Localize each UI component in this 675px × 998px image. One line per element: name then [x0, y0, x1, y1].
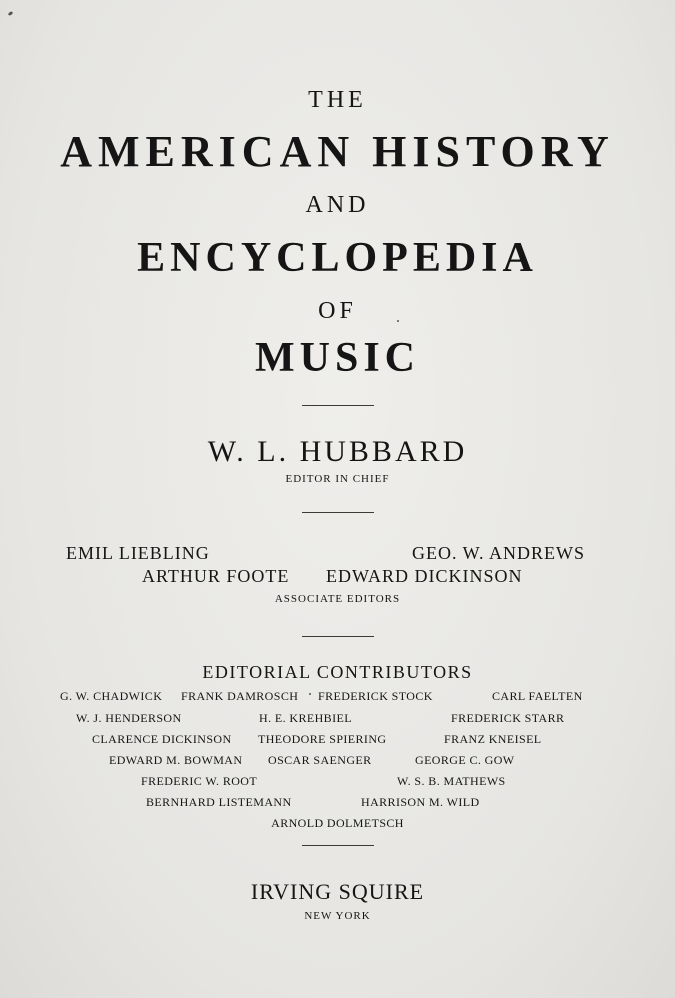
associate-editor-liebling: EMIL LIEBLING — [66, 543, 210, 563]
paper-speck — [8, 11, 14, 16]
contributor: HARRISON M. WILD — [361, 795, 480, 809]
contributor: CLARENCE DICKINSON — [92, 732, 232, 746]
contributor: CARL FAELTEN — [492, 689, 583, 703]
contributors-heading: EDITORIAL CONTRIBUTORS — [202, 662, 473, 682]
contributor: ARNOLD DOLMETSCH — [271, 816, 404, 830]
paper-speck — [397, 320, 399, 322]
editor-name: W. L. HUBBARD — [207, 435, 468, 468]
contributor: FREDERICK STOCK — [318, 689, 433, 703]
contributor: FREDERIC W. ROOT — [141, 774, 258, 788]
publisher-name: IRVING SQUIRE — [250, 879, 425, 904]
editor-role: EDITOR IN CHIEF — [285, 473, 390, 485]
associate-editor-dickinson: EDWARD DICKINSON — [326, 566, 523, 586]
divider-rule-4 — [302, 845, 374, 846]
contributor: FRANK DAMROSCH — [181, 689, 299, 703]
contributor: FRANZ KNEISEL — [444, 732, 542, 746]
title-music: MUSIC — [254, 335, 420, 381]
paper-speck — [309, 693, 311, 695]
contributor: H. E. KREHBIEL — [259, 711, 352, 725]
title-and: AND — [305, 192, 370, 218]
divider-rule-3 — [302, 636, 374, 637]
title-the: THE — [308, 87, 367, 113]
associate-editors-role: ASSOCIATE EDITORS — [274, 593, 401, 605]
contributor: FREDERICK STARR — [451, 711, 565, 725]
contributor: THEODORE SPIERING — [258, 732, 387, 746]
contributor: W. J. HENDERSON — [76, 711, 182, 725]
divider-rule-2 — [302, 512, 374, 513]
contributor: EDWARD M. BOWMAN — [109, 753, 243, 767]
title-encyclopedia: ENCYCLOPEDIA — [137, 235, 538, 281]
title-of: OF — [318, 298, 357, 324]
contributor: W. S. B. MATHEWS — [397, 774, 506, 788]
contributor: G. W. CHADWICK — [60, 689, 163, 703]
title-american-history: AMERICAN HISTORY — [60, 127, 615, 176]
associate-editor-foote: ARTHUR FOOTE — [142, 566, 290, 586]
divider-rule-1 — [302, 405, 374, 406]
contributor: OSCAR SAENGER — [268, 753, 372, 767]
contributor: BERNHARD LISTEMANN — [146, 795, 292, 809]
associate-editor-andrews: GEO. W. ANDREWS — [412, 543, 586, 563]
contributor: GEORGE C. GOW — [415, 753, 515, 767]
publisher-city: NEW YORK — [304, 910, 371, 922]
